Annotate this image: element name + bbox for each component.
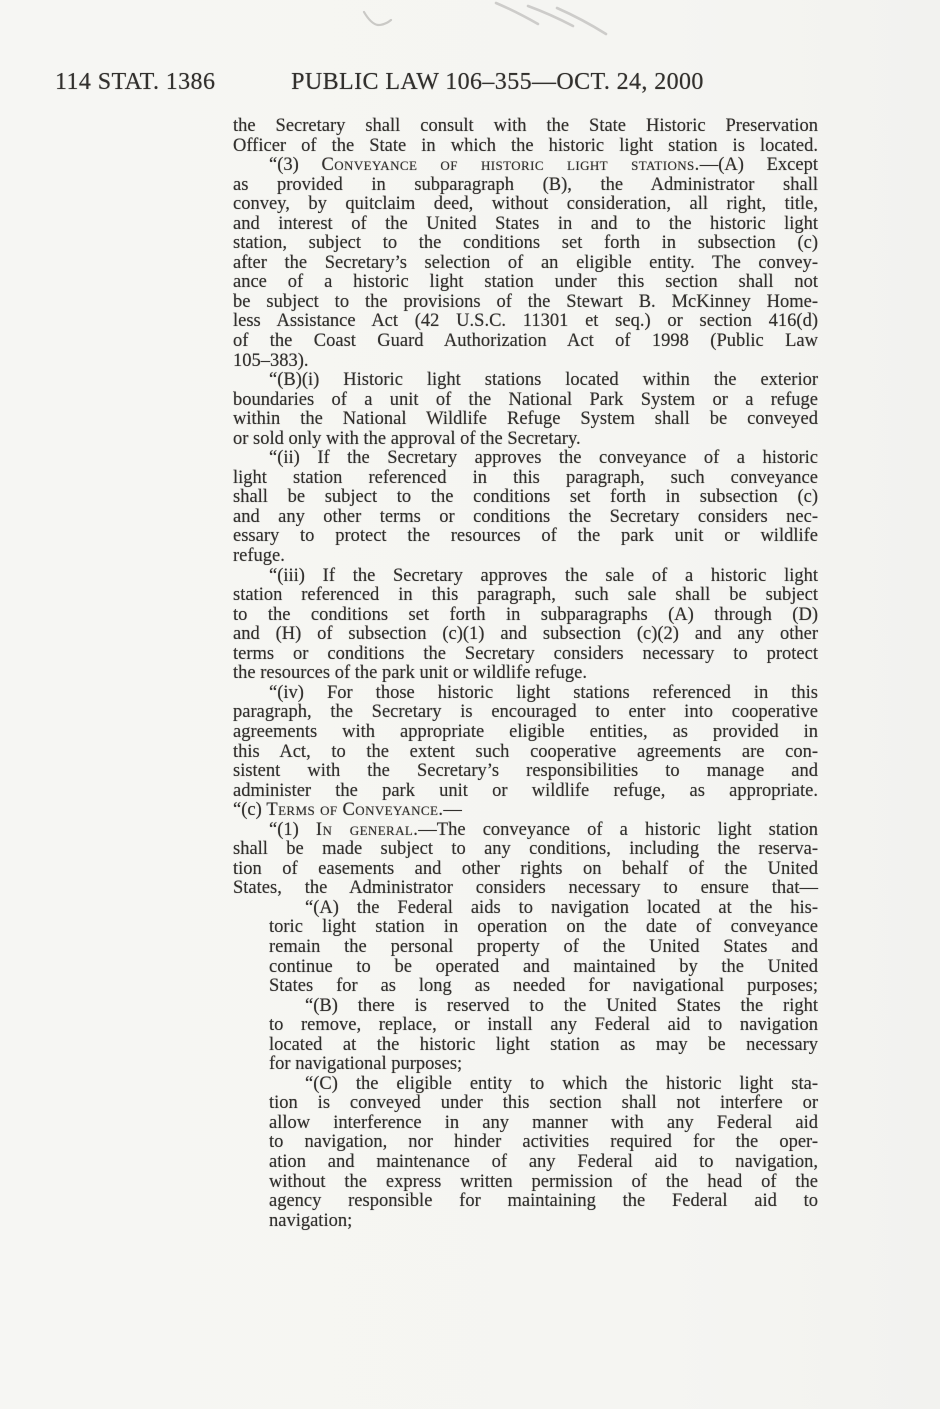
text-line: and interest of the United States in and to the historic light	[233, 213, 818, 234]
text-line: tion is conveyed under this section shall not interfere or	[269, 1093, 818, 1114]
text-line: or sold only with the approval of the Secretary.	[233, 428, 581, 449]
text-line: “(iii) If the Secretary approves the sale of a historic light	[269, 565, 818, 586]
text-line: tion of easements and other rights on behalf of the United	[233, 858, 818, 879]
text-line: light station referenced in this paragraph, such conveyance	[233, 467, 818, 488]
para-B-i	[233, 371, 818, 449]
text-line: essary to protect the resources of the park unit or wildlife	[233, 526, 818, 547]
text-run: —	[443, 800, 462, 821]
text-line: allow interference in any manner with any Federal aid	[269, 1112, 818, 1133]
text-line: boundaries of a unit of the National Park System or a refuge	[233, 389, 818, 410]
text-line: States for as long as needed for navigational purposes;	[269, 976, 818, 997]
text-line: to remove, replace, or install any Federal aid to navigation	[269, 1015, 818, 1036]
text-run: —The conveyance of a historic light station	[418, 819, 819, 840]
small-caps-heading: Terms of Conveyance.	[266, 800, 444, 821]
subpara-A	[269, 899, 818, 997]
text-line: station, subject to the conditions set forth in subsection (c)	[233, 233, 818, 254]
check-stroke-mark	[364, 12, 391, 25]
text-run: “(c)	[233, 800, 267, 821]
text-line: “(ii) If the Secretary approves the conveyance of a historic	[269, 448, 818, 469]
text-line: continue to be operated and maintained by the United	[269, 956, 818, 977]
text-line: paragraph, the Secretary is encouraged to enter into cooperative	[233, 702, 818, 723]
statute-text-block	[233, 117, 818, 1231]
text-line: convey, by quitclaim deed, without consideration, all right, title,	[233, 194, 818, 215]
text-run: “(3)	[269, 155, 322, 176]
para-c-terms	[233, 801, 818, 821]
subpara-B	[269, 997, 818, 1075]
text-line: station referenced in this paragraph, such sale shall be subject	[233, 585, 818, 606]
text-line: as provided in subparagraph (B), the Administrator shall	[233, 174, 818, 195]
text-line: States, the Administrator considers necessary to ensure that—	[233, 878, 818, 899]
text-line	[233, 801, 818, 821]
para-3-conveyance	[233, 156, 818, 371]
text-line: this Act, to the extent such cooperative agreements are con-	[233, 741, 818, 762]
text-line: ation and maintenance of any Federal aid to navigation,	[269, 1151, 818, 1172]
text-line	[233, 156, 818, 176]
text-line: sistent with the Secretary’s responsibilities to manage and	[233, 761, 818, 782]
text-line: less Assistance Act (42 U.S.C. 11301 et seq.) or section 416(d)	[233, 311, 818, 332]
subpara-C	[269, 1075, 818, 1231]
para-iv	[233, 684, 818, 801]
text-line: “(B)(i) Historic light stations located within the exterior	[269, 370, 818, 391]
text-line: the resources of the park unit or wildlife refuge.	[233, 663, 587, 684]
para-ii	[233, 449, 818, 566]
text-line: “(A) the Federal aids to navigation located at the his-	[305, 897, 818, 918]
text-line: remain the personal property of the United States and	[269, 936, 818, 957]
text-line: administer the park unit or wildlife refuge, as appropriate.	[233, 780, 818, 801]
text-line: toric light station in operation on the date of conveyance	[269, 917, 818, 938]
text-line: “(iv) For those historic light stations referenced in this	[269, 682, 818, 703]
text-line: of the Coast Guard Authorization Act of 1998 (Public Law	[233, 331, 818, 352]
text-line: after the Secretary’s selection of an eligible entity. The convey-	[233, 252, 818, 273]
text-line: the Secretary shall consult with the State Historic Preservation	[233, 116, 818, 136]
public-law-running-head: PUBLIC LAW 106–355—OCT. 24, 2000	[291, 69, 704, 95]
text-line: agreements with appropriate eligible entities, as provided in	[233, 721, 818, 742]
text-line: for navigational purposes;	[269, 1054, 463, 1075]
para-iii	[233, 567, 818, 684]
statutes-page-number: 114 STAT. 1386	[55, 69, 216, 95]
opening-continuation	[233, 117, 818, 156]
text-line	[233, 821, 818, 841]
small-caps-heading: In general.	[315, 819, 419, 840]
para-1-in-general	[233, 821, 818, 899]
text-line: and any other terms or conditions the Secretary considers nec-	[233, 506, 818, 527]
text-line: located at the historic light station as may be necessary	[269, 1034, 818, 1055]
page-header	[0, 69, 940, 99]
text-line: Officer of the State in which the historic light station is located.	[233, 135, 818, 156]
pen-marks	[0, 0, 940, 60]
text-line: without the express written permission of the head of the	[269, 1171, 818, 1192]
text-run: “(1)	[269, 819, 316, 840]
text-line: shall be made subject to any conditions, including the reserva-	[233, 839, 818, 860]
text-line: within the National Wildlife Refuge System shall be conveyed	[233, 409, 818, 430]
text-run: —(A) Except	[699, 155, 818, 176]
text-line: 105–383).	[233, 350, 309, 371]
text-line: navigation;	[269, 1210, 353, 1231]
text-line: terms or conditions the Secretary considers necessary to protect	[233, 643, 818, 664]
text-line: ance of a historic light station under this section shall not	[233, 272, 818, 293]
text-line: refuge.	[233, 546, 285, 567]
small-caps-heading: Conveyance of historic light stations.	[321, 155, 700, 176]
text-line: be subject to the provisions of the Stewart B. McKinney Home-	[233, 291, 818, 312]
text-line: agency responsible for maintaining the Federal aid to	[269, 1191, 818, 1212]
text-line: to the conditions set forth in subparagraphs (A) through (D)	[233, 604, 818, 625]
text-line: to navigation, nor hinder activities required for the oper-	[269, 1132, 818, 1153]
text-line: and (H) of subsection (c)(1) and subsection (c)(2) and any other	[233, 624, 818, 645]
text-line: “(C) the eligible entity to which the historic light sta-	[305, 1073, 818, 1094]
text-line: “(B) there is reserved to the United States the right	[305, 995, 818, 1016]
text-line: shall be subject to the conditions set forth in subsection (c)	[233, 487, 818, 508]
